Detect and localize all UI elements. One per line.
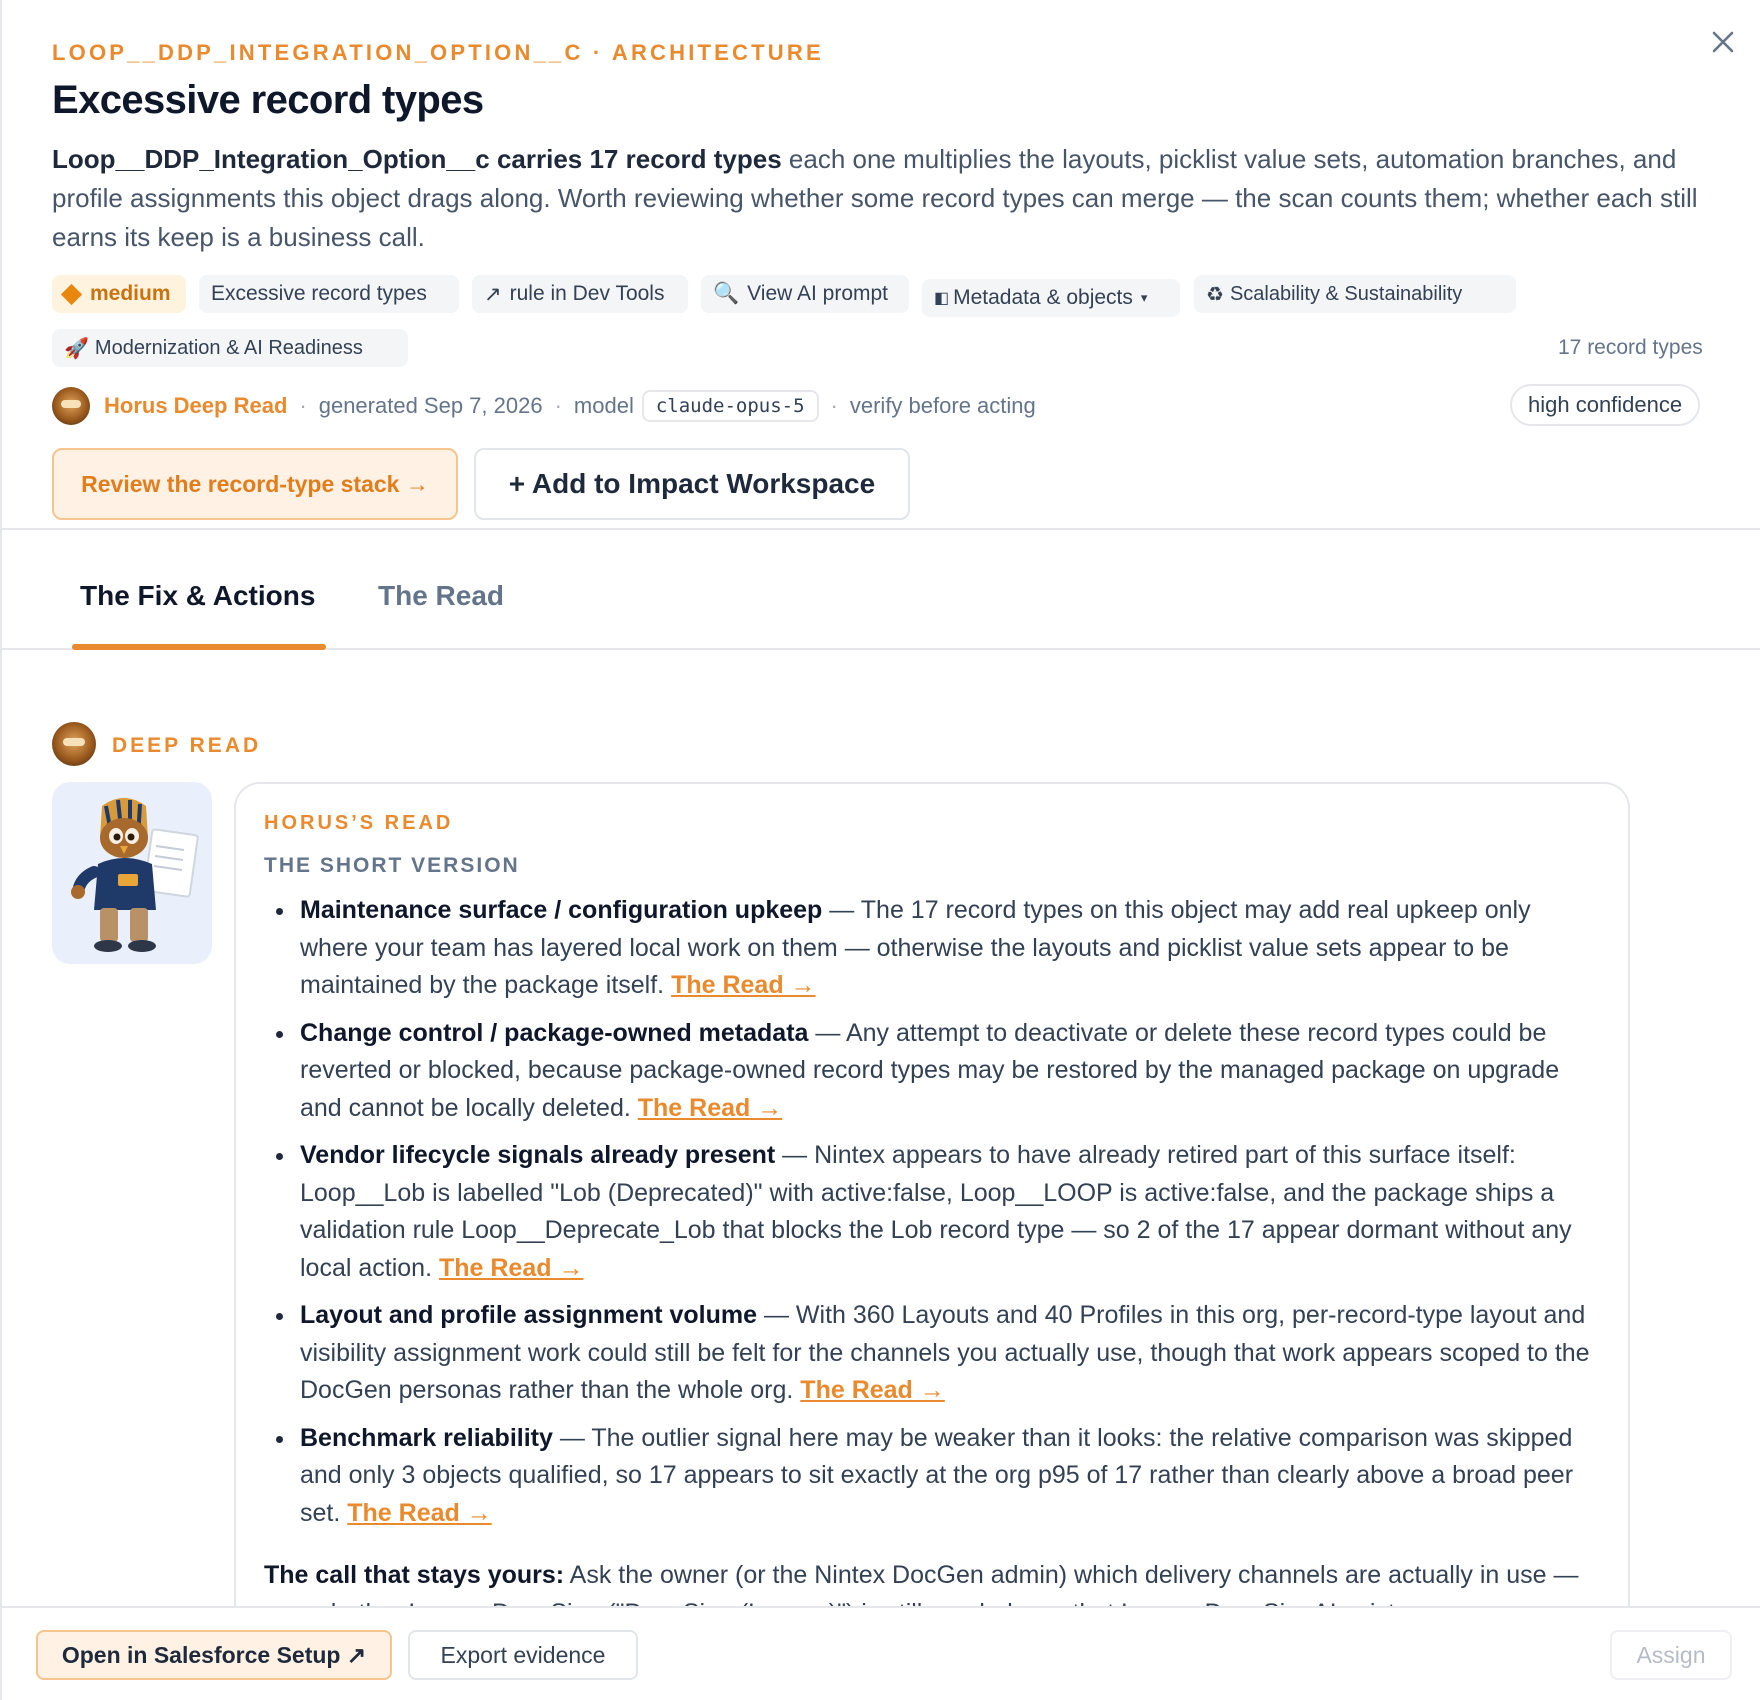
magnifier-icon: 🔍 (713, 282, 740, 305)
finding-header (2, 0, 1760, 530)
insight-list (264, 892, 1604, 1542)
chevron-down-icon: ▾ (1140, 290, 1148, 305)
insight-title: Maintenance surface / configuration upkeep (300, 896, 823, 924)
the-read-link[interactable]: The Read → (347, 1498, 492, 1527)
page-title: Excessive record types (52, 78, 484, 122)
rocket-icon: 🚀 (64, 337, 89, 360)
brand-name: Horus Deep Read (104, 393, 288, 418)
panel-icon: ◧ (934, 290, 950, 307)
mascot-illustration-icon (52, 782, 212, 964)
footer-action-bar (2, 1606, 1760, 1700)
deep-read-label: DEEP READ (112, 734, 262, 757)
the-read-link[interactable]: The Read → (438, 1253, 584, 1282)
modernization-label: Modernization & AI Readiness (94, 336, 363, 359)
insight-text: — The 17 record types on this object may add real upkeep only where your team has layered local work on them — otherwise the layouts and picklist value sets appear to be maintained by the package itself. (300, 896, 1531, 999)
meta-separator: · (299, 393, 307, 418)
object-category-eyebrow: LOOP__DDP_INTEGRATION_OPTION__C · ARCHITECTURE (52, 40, 824, 65)
add-to-impact-workspace-button[interactable]: + Add to Impact Workspace (474, 448, 910, 520)
call-label: The call that stays yours: (264, 1561, 565, 1589)
card-eyebrow: HORUS’S READ (264, 812, 454, 834)
insight-title: Benchmark reliability (300, 1423, 553, 1452)
insight-text: — Any attempt to deactivate or delete these record types could be reverted or blocked, because package-owned record types may be restored by the managed package on upgrade and cannot be locally deleted. (300, 1018, 1560, 1122)
metadata-objects-dropdown[interactable] (922, 279, 1180, 317)
model-label: model (573, 393, 634, 418)
verify-note: verify before acting (849, 393, 1036, 418)
open-in-salesforce-setup-button[interactable]: Open in Salesforce Setup ↗ (36, 1630, 392, 1680)
external-arrow-icon: ↗ (484, 282, 502, 306)
list-item (264, 1137, 1604, 1287)
confidence-badge: high confidence (1510, 384, 1700, 426)
finding-summary (52, 140, 1712, 257)
tab-fix-actions[interactable]: The Fix & Actions (80, 580, 316, 611)
meta-separator: · (830, 393, 838, 418)
generated-date: generated Sep 7, 2026 (318, 393, 543, 418)
scalability-tag (1194, 275, 1516, 313)
generation-meta (52, 386, 1036, 426)
meta-separator: · (554, 393, 562, 418)
insight-title: Change control / package-owned metadata (300, 1018, 809, 1047)
severity-badge (52, 275, 186, 313)
insight-text: — The outlier signal here may be weaker than it looks: the relative comparison was skipped and only 3 objects qualified, so 17 appears to sit exactly at the org p95 of 17 rather than clearly above a broad peer set. (300, 1423, 1574, 1527)
model-value: claude-opus-5 (642, 390, 819, 422)
summary-text: each one multiplies the layouts, picklist value sets, automation branches, and profile assignments this object drags along. Worth reviewing whether some record types can merge — the scan counts them; whether each still earns its keep is a business call. (52, 144, 1698, 252)
view-ai-prompt-label: View AI prompt (747, 282, 889, 305)
record-type-count: 17 record types (1558, 336, 1703, 359)
export-evidence-button[interactable]: Export evidence (408, 1630, 638, 1680)
scalability-label: Scalability & Sustainability (1229, 282, 1463, 305)
insight-text: — Nintex appears to have already retired part of this surface itself: Loop__Lob is labelled "Lob (Deprecated)" with active:false, Loop__LOOP is active:false, and the package ships a validation rule Loop__Deprecate_Lob that blocks the Lob record type — so 2 of the 17 appear dormant without any local action. (300, 1141, 1572, 1282)
list-item (264, 1420, 1604, 1533)
severity-label: medium (90, 282, 171, 305)
close-icon (1708, 27, 1738, 57)
the-read-link[interactable]: The Read → (671, 971, 816, 999)
assign-button[interactable]: Assign (1610, 1630, 1732, 1680)
tab-bar (2, 532, 1760, 650)
dev-tools-link[interactable] (472, 275, 688, 313)
insight-title: Vendor lifecycle signals already present (300, 1141, 776, 1169)
close-button[interactable] (1702, 22, 1744, 64)
call-text: Ask the owner (or the Nintex DocGen admin) which delivery channels are actually in use — (569, 1561, 1579, 1589)
rule-name-chip (199, 275, 459, 313)
insight-text: — With 360 Layouts and 40 Profiles in this org, per-record-type layout and visibility assignment work could still be felt for the channels you actually use, though that work appears scoped to the DocGen personas rather than the whole org. (300, 1301, 1590, 1404)
metadata-label: Metadata & objects (953, 286, 1133, 309)
dev-tools-label: rule in Dev Tools (509, 282, 665, 305)
horus-avatar-icon (52, 722, 96, 766)
summary-emphasis: Loop__DDP_Integration_Option__c carries 17 record types (52, 144, 782, 174)
the-read-link[interactable]: The Read → (800, 1376, 945, 1404)
the-read-link[interactable]: The Read → (637, 1093, 783, 1122)
horus-read-card (234, 782, 1630, 1700)
list-item (264, 1297, 1604, 1410)
modernization-tag (52, 329, 408, 367)
horus-avatar-icon (52, 387, 90, 425)
review-record-types-button[interactable]: Review the record-type stack → (52, 448, 458, 520)
list-item (264, 1015, 1604, 1128)
tab-the-read[interactable]: The Read (378, 580, 505, 611)
horus-mascot-image (52, 782, 212, 964)
insight-title: Layout and profile assignment volume (300, 1301, 758, 1329)
short-version-heading: THE SHORT VERSION (264, 854, 520, 877)
recycle-icon: ♻ (1206, 283, 1224, 306)
diamond-icon (61, 283, 82, 304)
view-ai-prompt-button[interactable] (701, 275, 909, 313)
rule-name-label: Excessive record types (211, 282, 427, 305)
active-tab-indicator (72, 644, 326, 650)
list-item (264, 892, 1604, 1005)
